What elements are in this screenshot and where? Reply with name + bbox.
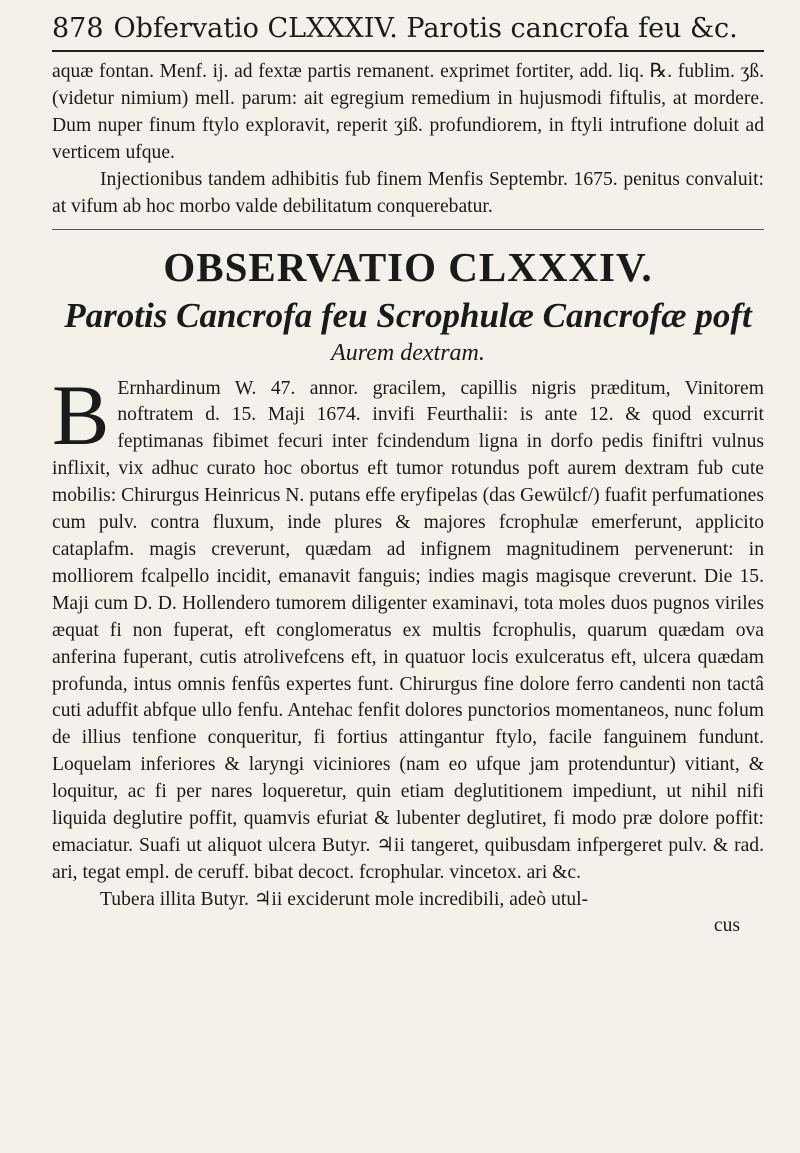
- observation-heading: OBSERVATIO CLXXXIV.: [163, 243, 653, 290]
- header-rule: [52, 50, 764, 52]
- continuation-paragraph-2: Injectionibus tandem adhibitis fub finem Menfis Septembr. 1675. penitus convaluit: at vifum ab hoc morbo valde debilitatum conquerebatur.: [52, 169, 764, 218]
- observation-body: [52, 366, 764, 887]
- page-number: 878: [52, 13, 104, 44]
- running-title: Obfervatio CLXXXIV. Parotis cancrofa feu &c.: [113, 13, 738, 44]
- drop-cap: B: [52, 366, 110, 463]
- continuation-paragraph-1: aquæ fontan. Menf. ij. ad fextæ partis remanent. exprimet fortiter, add. liq. ℞. fublim. ʒß. (videtur nimium) mell. parum: ait egregium remedium in hujusmodi fiftulis, at mordere. Dum nuper finum ftylo exploravit, reperit ʒiß. profundiorem, in ftyli intrufione doluit ad verticem ufque.: [52, 61, 764, 164]
- observation-title: Parotis Cancrofa feu Scrophulæ Cancrofæ poft: [64, 295, 752, 335]
- closing-paragraph: Tubera illita Butyr. ♃ii exciderunt mole incredibili, adeò utul-: [100, 888, 589, 910]
- observation-subtitle: Aurem dextram.: [331, 339, 485, 366]
- observation-body-text: Ernhardinum W. 47. annor. gracilem, capillis nigris præditum, Vinitorem noftratem d. 15. Maji 1674. invifi Feurthalii: is ante 12. & quod excurrit feptimanas fibimet fecuri inter fcindendum ligna in dorfo pedis finiftri vulnus inflixit, vix adhuc curato hoc obortus eft tumor rotundus poft aurem dextram fub cute mobilis: Chirurgus Heinricus N. putans effe eryfipelas (das Gewülcf/) fuafit perfumationes cum pulv. contra fluxum, inde plures & majores fcrophulæ emerferunt, applicito cataplafm. magis creverunt, quædam ad infignem magnitudinem pervenerunt: in molliorem fcalpello incidit, emanavit fanguis; indies magis magisque creverunt. Die 15. Maji cum D. D. Hollendero tumorem diligenter examinavi, tota moles duos pugnos viriles æquat fi non fuperat, eft conglomeratus ex multis fcrophulis, quarum quædam ova anferina fuperant, cutis atrolivefcens eft, in quatuor locis exulceratus eft, ulcera quædam profunda, intus omnis fenfûs expertes funt. Chirurgus fine dolore ferro candenti non tactâ cuti aduffit abfque ullo fenfu. Antehac fenfit dolores punctorios momentaneos, nunc folum de illius tenfione conqueritur, fi fortius attingantur ftylo, facile fanguinem fundunt. Loquelam inferiores & laryngi viciniores (nam eo ufque jam protenduntur) vitiant, & loquitur, ac fi per nares loqueretur, quin etiam deglutitionem impediunt, ut nihil nifi liquida deglutire poffit, quamvis efuriat & lubenter deglutiret, fi modo præ dolore poffit: emaciatur. Suafi ut aliquot ulcera Butyr. ♃ii tangeret, quibusdam infpergeret pulv. & rad. ari, tegat empl. de ceruff. bibat decoct. fcrophular. vincetox. ari &c.: [52, 377, 764, 883]
- running-head: [52, 10, 764, 48]
- section-divider: [52, 229, 764, 230]
- catchword: cus: [713, 914, 740, 936]
